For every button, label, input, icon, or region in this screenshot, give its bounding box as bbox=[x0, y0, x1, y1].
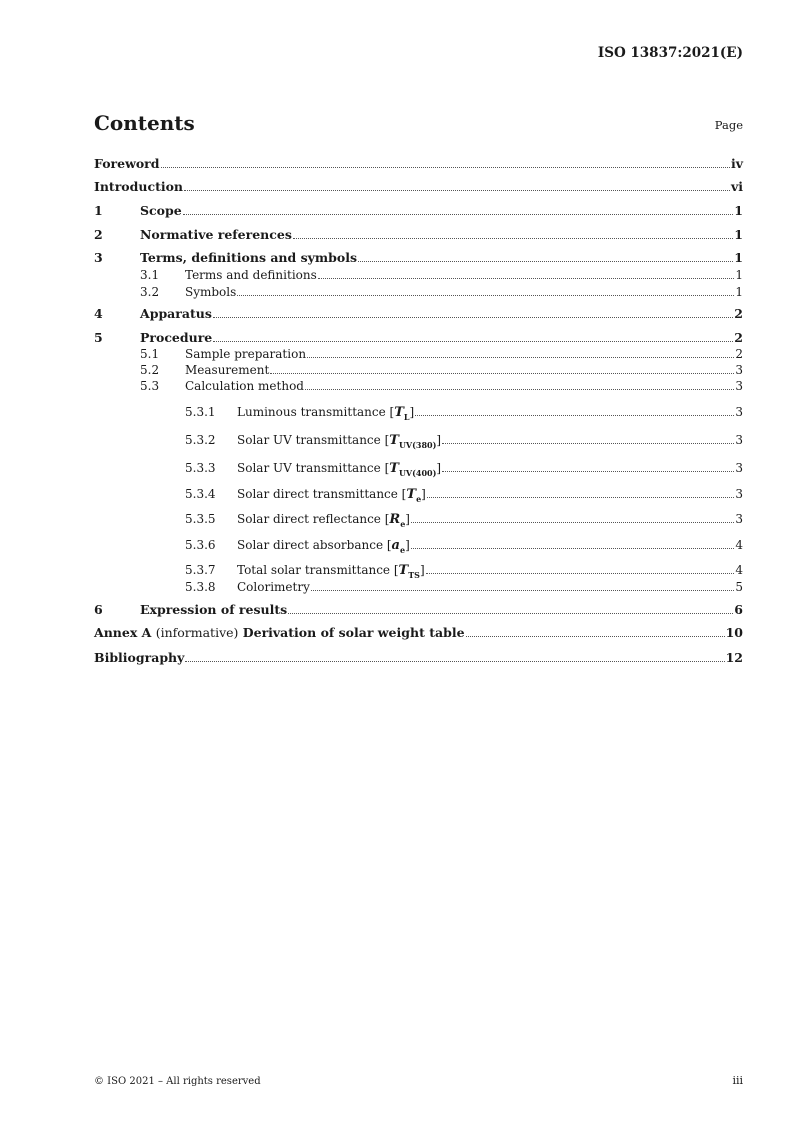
symbol-subscript: TS bbox=[408, 570, 420, 580]
toc-page-number: vi bbox=[730, 179, 743, 194]
toc-page-number: 10 bbox=[725, 625, 743, 640]
toc-number: 5.3.7 bbox=[185, 563, 216, 577]
toc-title: Procedure bbox=[140, 330, 213, 345]
toc-title: Sample preparation bbox=[185, 347, 307, 361]
footer-page-number: iii bbox=[732, 1074, 743, 1087]
toc-entry-measurement[interactable] bbox=[94, 362, 743, 378]
toc-page-number: 1 bbox=[735, 268, 743, 282]
dot-leader bbox=[411, 522, 734, 523]
dot-leader bbox=[318, 278, 735, 279]
toc-page-number: 3 bbox=[735, 461, 743, 475]
dot-leader bbox=[213, 341, 733, 342]
toc-title: Solar direct transmittance [ bbox=[237, 487, 407, 501]
toc-page-number: 12 bbox=[725, 650, 743, 665]
dot-leader bbox=[185, 661, 724, 662]
toc-entry-solar-uv-transmittance-400[interactable] bbox=[94, 460, 743, 477]
toc-title: Symbols bbox=[185, 285, 237, 299]
toc-number: 5.3.6 bbox=[185, 538, 216, 552]
toc-entry-terms-and-definitions[interactable] bbox=[94, 267, 743, 283]
symbol-bracket: ] bbox=[409, 405, 415, 419]
dot-leader bbox=[415, 415, 734, 416]
symbol: T bbox=[398, 563, 409, 578]
page-title: Contents bbox=[94, 111, 195, 135]
toc-entry-sample-preparation[interactable] bbox=[94, 346, 743, 362]
toc-entry-solar-direct-absorbance[interactable] bbox=[94, 537, 743, 554]
symbol-bracket: ] bbox=[405, 512, 410, 526]
toc-page-number: 5 bbox=[735, 580, 743, 594]
dot-leader bbox=[442, 443, 734, 444]
dot-leader bbox=[213, 317, 733, 318]
toc-number: 3.1 bbox=[140, 268, 160, 282]
symbol: R bbox=[389, 512, 401, 527]
symbol-subscript: e bbox=[400, 519, 406, 529]
toc-entry-luminous-transmittance[interactable] bbox=[94, 404, 743, 421]
toc-title: Solar direct absorbance [ bbox=[237, 538, 392, 552]
toc-title: Solar UV transmittance [ bbox=[237, 433, 390, 447]
toc-entry-terms-definitions-symbols[interactable] bbox=[94, 250, 743, 266]
toc-number: 2 bbox=[94, 227, 103, 242]
toc-entry-colorimetry[interactable] bbox=[94, 579, 743, 595]
toc-number: 5 bbox=[94, 330, 103, 345]
toc-page-number: 4 bbox=[735, 538, 743, 552]
toc-entry-total-solar-transmittance[interactable] bbox=[94, 562, 743, 579]
toc-page-number: 2 bbox=[735, 347, 743, 361]
toc-entry-annex-a[interactable] bbox=[94, 625, 743, 641]
toc-number: 1 bbox=[94, 203, 103, 218]
toc-entry-calculation-method[interactable] bbox=[94, 378, 743, 394]
dot-leader bbox=[288, 613, 733, 614]
toc-title: Expression of results bbox=[140, 602, 288, 617]
annex-label: Annex A bbox=[94, 625, 152, 640]
dot-leader bbox=[466, 636, 725, 637]
toc-title: Terms and definitions bbox=[185, 268, 317, 282]
toc-title: Colorimetry bbox=[237, 580, 310, 594]
toc-number: 5.2 bbox=[140, 363, 160, 377]
toc-number: 5.1 bbox=[140, 347, 160, 361]
dot-leader bbox=[427, 497, 735, 498]
toc-number: 4 bbox=[94, 306, 103, 321]
symbol-subscript: L bbox=[403, 412, 410, 422]
toc-title: Apparatus bbox=[140, 306, 212, 321]
toc-page-number: 3 bbox=[735, 405, 743, 419]
toc-title: Solar UV transmittance [ bbox=[237, 461, 390, 475]
toc-number: 5.3.5 bbox=[185, 512, 216, 526]
toc-page-number: 3 bbox=[735, 487, 743, 501]
toc-page-number: 1 bbox=[734, 250, 743, 265]
symbol-subscript: e bbox=[399, 545, 406, 555]
toc-title: Foreword bbox=[94, 156, 160, 171]
symbol: a bbox=[391, 538, 400, 553]
copyright-notice: © ISO 2021 – All rights reserved bbox=[94, 1076, 261, 1087]
toc-page-number: 3 bbox=[735, 512, 743, 526]
toc-number: 5.3.8 bbox=[185, 580, 216, 594]
toc-number: 5.3.2 bbox=[185, 433, 216, 447]
toc-page-number: 2 bbox=[734, 306, 743, 321]
dot-leader bbox=[311, 590, 734, 591]
toc-entry-solar-uv-transmittance-380[interactable] bbox=[94, 432, 743, 449]
symbol-subscript: UV(400) bbox=[398, 468, 437, 478]
toc-title: Total solar transmittance [ bbox=[237, 563, 399, 577]
toc-page-number: 3 bbox=[735, 433, 743, 447]
symbol-bracket: ] bbox=[436, 433, 442, 447]
toc-title: Luminous transmittance [ bbox=[237, 405, 395, 419]
toc-entry-symbols[interactable] bbox=[94, 284, 743, 300]
symbol: T bbox=[389, 461, 399, 476]
toc-page-number: 1 bbox=[735, 285, 743, 299]
toc-title: Calculation method bbox=[185, 379, 304, 393]
symbol-bracket: ] bbox=[405, 538, 410, 552]
symbol: T bbox=[394, 405, 404, 420]
toc-title: Introduction bbox=[94, 179, 184, 194]
toc-entry-solar-direct-transmittance[interactable] bbox=[94, 486, 743, 503]
symbol-subscript: UV(380) bbox=[398, 440, 437, 450]
toc-number: 5.3.1 bbox=[185, 405, 216, 419]
dot-leader bbox=[358, 261, 733, 262]
toc-title: Bibliography bbox=[94, 650, 185, 665]
annex-informative-label: (informative) bbox=[155, 625, 239, 640]
dot-leader bbox=[270, 373, 734, 374]
table-of-contents bbox=[94, 0, 743, 1122]
dot-leader bbox=[411, 548, 735, 549]
toc-entry-expression-of-results[interactable] bbox=[94, 602, 743, 618]
toc-number: 3 bbox=[94, 250, 103, 265]
dot-leader bbox=[161, 167, 730, 168]
symbol-subscript: e bbox=[416, 494, 422, 504]
dot-leader bbox=[293, 238, 733, 239]
toc-entry-bibliography[interactable] bbox=[94, 650, 743, 666]
toc-page-number: iv bbox=[730, 156, 743, 171]
toc-number: 5.3 bbox=[140, 379, 160, 393]
toc-entry-scope[interactable] bbox=[94, 203, 743, 219]
toc-entry-foreword[interactable] bbox=[94, 156, 743, 172]
toc-page-number: 6 bbox=[734, 602, 743, 617]
page-column-label: Page bbox=[714, 118, 743, 132]
toc-number: 6 bbox=[94, 602, 103, 617]
symbol-bracket: ] bbox=[421, 487, 426, 501]
toc-page-number: 3 bbox=[735, 379, 743, 393]
dot-leader bbox=[184, 190, 730, 191]
toc-entry-procedure[interactable] bbox=[94, 330, 743, 346]
dot-leader bbox=[305, 389, 734, 390]
toc-title: Measurement bbox=[185, 363, 270, 377]
toc-page-number: 3 bbox=[735, 363, 743, 377]
toc-title: Scope bbox=[140, 203, 182, 218]
toc-page-number: 1 bbox=[734, 227, 743, 242]
symbol-bracket: ] bbox=[419, 563, 425, 577]
document-id: ISO 13837:2021(E) bbox=[597, 45, 743, 61]
symbol: T bbox=[406, 487, 417, 502]
toc-page-number: 4 bbox=[735, 563, 743, 577]
toc-entry-introduction[interactable] bbox=[94, 179, 743, 195]
toc-entry-solar-direct-reflectance[interactable] bbox=[94, 511, 743, 528]
toc-entry-normative-references[interactable] bbox=[94, 227, 743, 243]
toc-page-number: 2 bbox=[734, 330, 743, 345]
toc-title: Solar direct reflectance [ bbox=[237, 512, 390, 526]
dot-leader bbox=[426, 573, 735, 574]
toc-title: Terms, definitions and symbols bbox=[140, 250, 357, 265]
dot-leader bbox=[442, 471, 734, 472]
dot-leader bbox=[183, 214, 734, 215]
toc-number: 5.3.3 bbox=[185, 461, 216, 475]
symbol: T bbox=[389, 433, 399, 448]
toc-number: 5.3.4 bbox=[185, 487, 216, 501]
toc-page-number: 1 bbox=[734, 203, 743, 218]
dot-leader bbox=[307, 357, 734, 358]
dot-leader bbox=[237, 295, 734, 296]
toc-title: Derivation of solar weight table bbox=[242, 625, 465, 640]
toc-title: Normative references bbox=[140, 227, 292, 242]
toc-entry-apparatus[interactable] bbox=[94, 306, 743, 322]
symbol-bracket: ] bbox=[436, 461, 442, 475]
toc-number: 3.2 bbox=[140, 285, 160, 299]
